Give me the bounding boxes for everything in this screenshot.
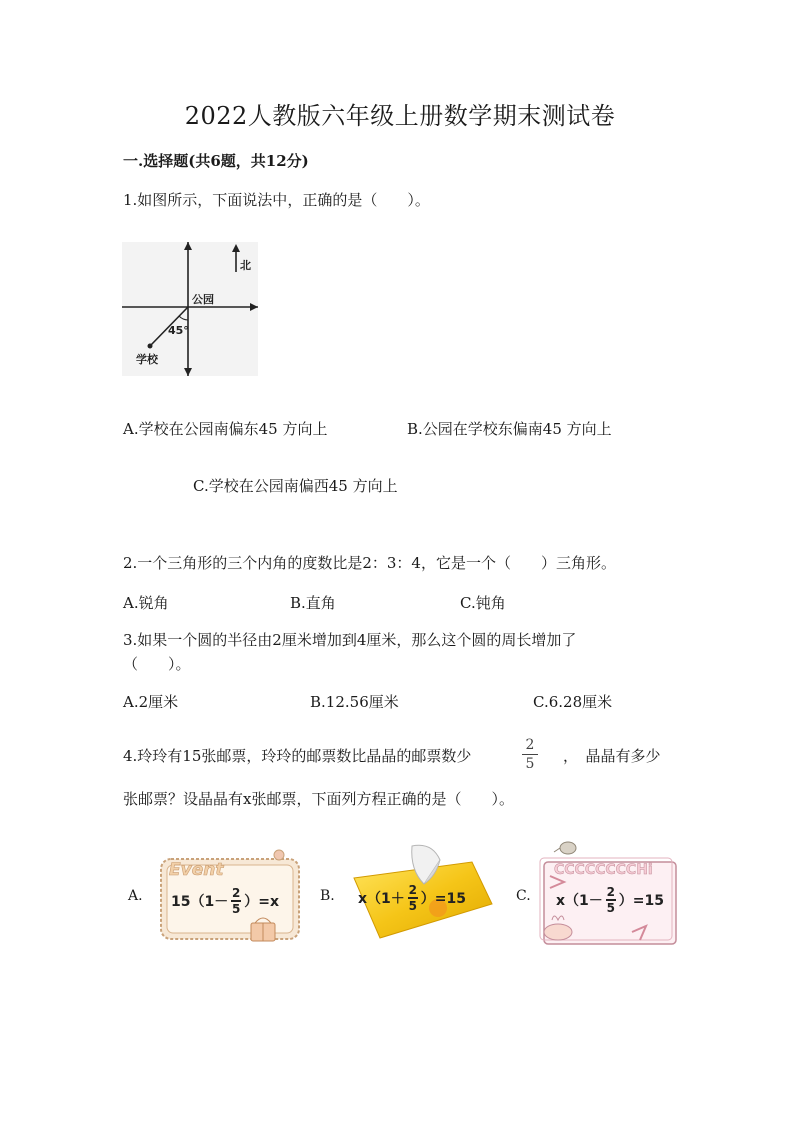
option-c-eq-right: ）=15: [618, 892, 664, 909]
option-a-eq-fraction: [231, 887, 241, 915]
north-label: 北: [240, 259, 251, 272]
question-3-stem-line1: 3.如果一个圆的半径由2厘米增加到4厘米，那么这个圆的周长增加了: [123, 631, 577, 649]
option-a-card: [155, 845, 305, 945]
question-1-stem: 1.如图所示，下面说法中，正确的是（ ）。: [123, 191, 430, 209]
option-b-eq-fraction: [408, 884, 418, 912]
question-2-option-c: C.钝角: [460, 594, 506, 612]
option-b-eq-left: x（1＋: [358, 890, 405, 907]
question-4-option-a-label: A.: [128, 888, 143, 904]
option-b-eq-right: ）=15: [420, 890, 466, 907]
fraction-numerator: 2: [525, 737, 535, 753]
option-a-eq-num: 2: [232, 886, 241, 900]
question-3-stem-line2: （ ）。: [123, 655, 191, 673]
question-4-option-b-label: B.: [320, 888, 335, 904]
compass-diagram: [122, 242, 258, 376]
north-arrowhead: [184, 242, 192, 250]
question-2-stem: 2.一个三角形的三个内角的度数比是2：3：4，它是一个（ ）三角形。: [123, 554, 616, 572]
north-indicator-head: [232, 244, 240, 252]
question-1-option-b: B.公园在学校东偏南45 方向上: [407, 420, 612, 438]
question-1-option-c: C.学校在公园南偏西45 方向上: [193, 477, 398, 495]
school-point: [148, 344, 153, 349]
option-c-eq-left: x（1－: [556, 892, 603, 909]
option-b-eq-den: 5: [408, 898, 417, 913]
option-a-equation: [171, 887, 279, 915]
option-a-eq-den: 5: [232, 901, 241, 916]
question-4-stem-line2: 张邮票？设晶晶有x张邮票，下面列方程正确的是（ ）。: [123, 790, 514, 808]
angle-label: 45°: [168, 324, 189, 337]
question-3-option-a: A.2厘米: [123, 693, 179, 711]
option-a-eq-left: 15（1－: [171, 893, 229, 910]
option-a-eq-right: ）=x: [244, 893, 279, 910]
school-label: 学校: [136, 353, 158, 366]
question-2-option-b: B.直角: [290, 594, 336, 612]
option-c-eq-num: 2: [606, 885, 615, 899]
question-4-stem-part2: ， 晶晶有多少: [563, 747, 661, 765]
fraction-bar: [522, 754, 538, 755]
option-c-deco-text: CCCCCCCCHi: [554, 862, 653, 878]
question-2-option-a: A.锐角: [123, 594, 169, 612]
east-arrowhead: [250, 303, 258, 311]
question-4-option-c-label: C.: [516, 888, 531, 904]
question-4-stem-part1: 4.玲玲有15张邮票，玲玲的邮票数比晶晶的邮票数少: [123, 747, 472, 765]
question-3-option-b: B.12.56厘米: [310, 693, 399, 711]
option-b-equation: [358, 884, 466, 912]
option-c-card: [536, 836, 686, 948]
option-a-deco-text: Event: [169, 860, 224, 880]
park-label: 公园: [192, 293, 214, 306]
south-arrowhead: [184, 368, 192, 376]
question-3-option-c: C.6.28厘米: [533, 693, 613, 711]
question-4-fraction: [520, 737, 540, 772]
question-1-option-a: A.学校在公园南偏东45 方向上: [123, 420, 328, 438]
compass-diagram-svg: [122, 242, 258, 376]
angle-arc: [179, 316, 188, 320]
option-b-eq-num: 2: [408, 883, 417, 897]
fraction-denominator: 5: [525, 756, 535, 772]
option-c-eq-den: 5: [606, 900, 615, 915]
option-c-eq-fraction: [606, 886, 616, 914]
option-b-card: [340, 840, 495, 945]
option-c-equation: [556, 886, 664, 914]
section-heading: 一.选择题(共6题，共12分): [123, 152, 309, 170]
page-title: 2022人教版六年级上册数学期末测试卷: [184, 102, 616, 130]
